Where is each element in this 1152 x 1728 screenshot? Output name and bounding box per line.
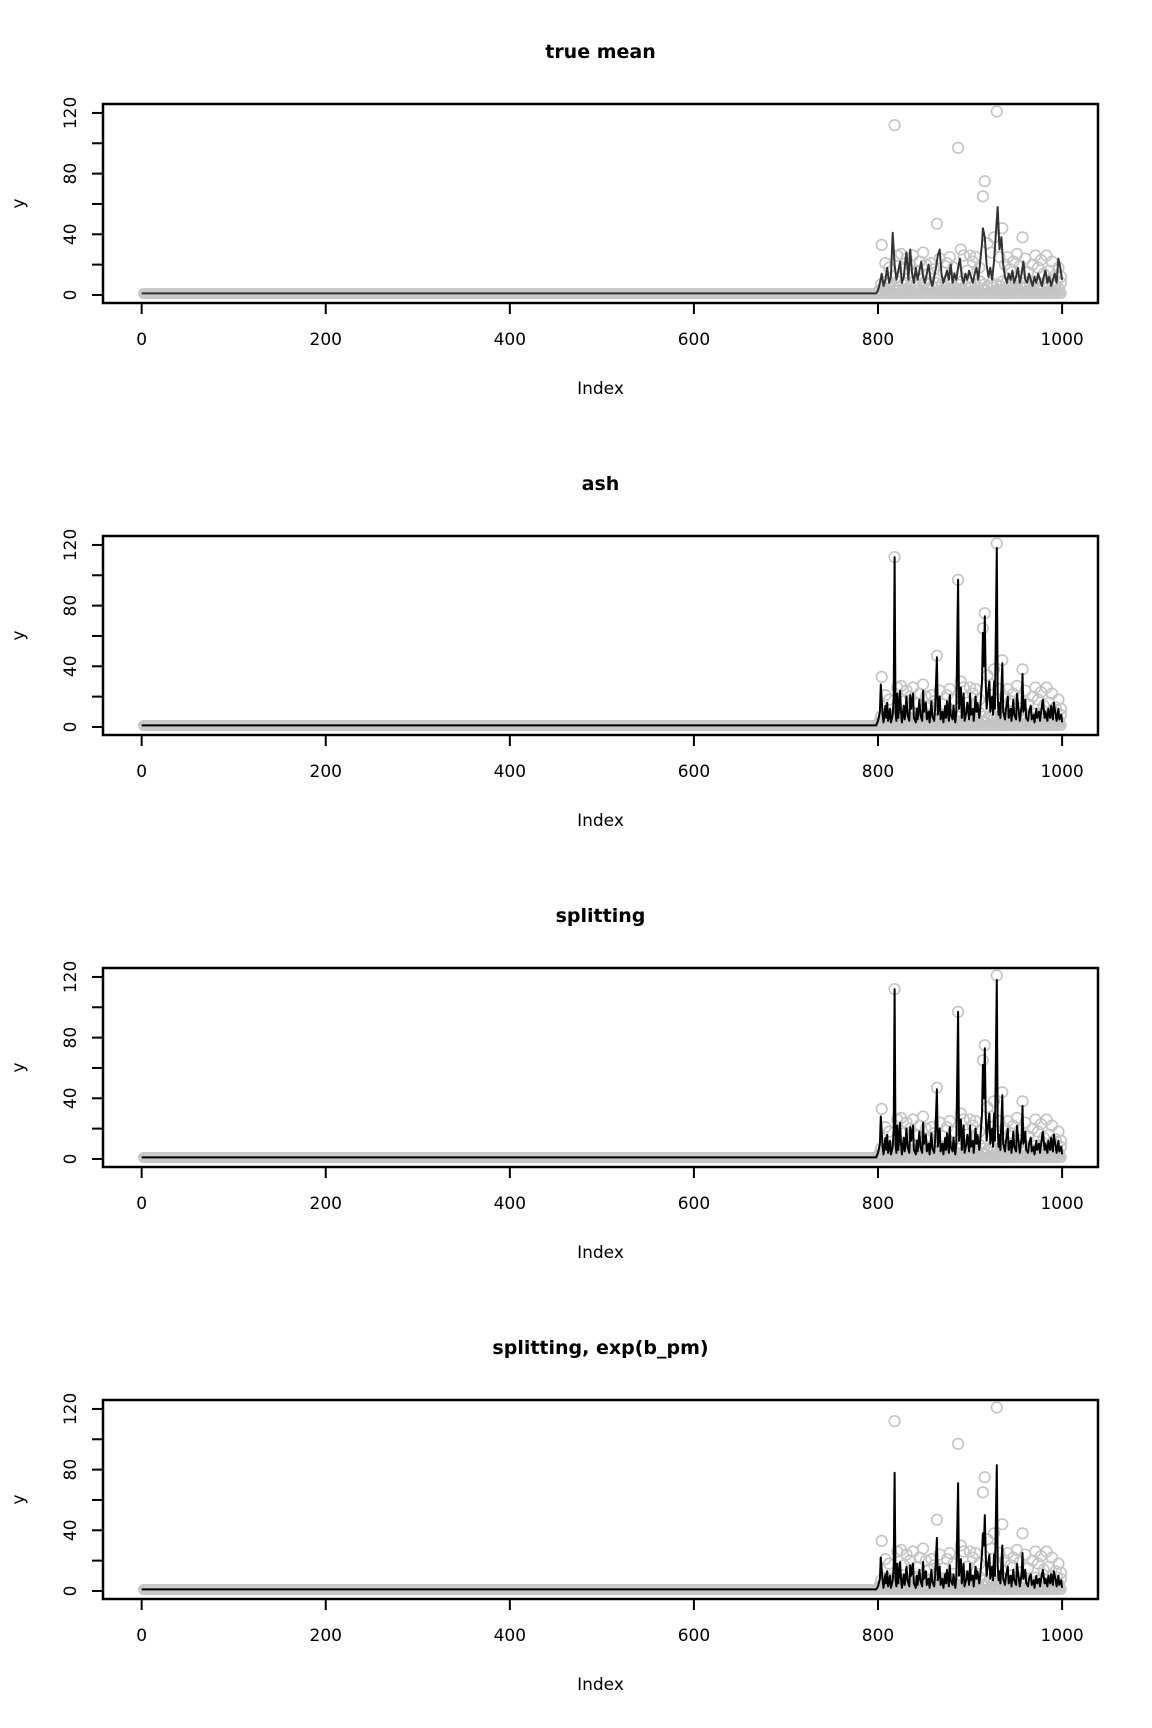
x-tick-label: 400 — [493, 1626, 527, 1646]
y-tick-label: 120 — [61, 960, 81, 994]
y-tick-label: 120 — [61, 96, 81, 130]
x-tick-label: 200 — [309, 1194, 342, 1214]
x-tick-label: 800 — [861, 762, 895, 782]
y-axis-label: y — [9, 1062, 29, 1073]
y-tick-label: 0 — [61, 1153, 81, 1165]
x-tick-label: 800 — [861, 1626, 895, 1646]
y-axis-label: y — [9, 1494, 29, 1505]
x-tick-label: 0 — [136, 762, 148, 782]
y-tick-label: 80 — [61, 594, 81, 617]
x-tick-label: 200 — [309, 1626, 342, 1646]
y-tick-label: 40 — [61, 1087, 81, 1110]
y-tick-label: 0 — [61, 721, 81, 733]
scatter-outlier-point — [997, 1519, 1008, 1530]
x-tick-label: 1000 — [1040, 762, 1084, 782]
panel-true-mean — [0, 0, 1152, 432]
scatter-outlier-point — [991, 106, 1002, 117]
x-tick-label: 800 — [861, 330, 895, 350]
scatter-outlier-point — [889, 1416, 900, 1427]
fit-line — [142, 1465, 1062, 1589]
scatter-outlier-point — [945, 252, 956, 263]
y-axis-label: y — [9, 630, 29, 641]
y-axis-label: y — [9, 198, 29, 209]
fit-line — [142, 980, 1062, 1157]
x-tick-label: 600 — [677, 1626, 711, 1646]
scatter-outlier-point — [1017, 232, 1028, 243]
scatter-outlier-point — [918, 1543, 929, 1554]
scatter-outlier-point — [945, 1116, 956, 1127]
x-axis-label: Index — [577, 811, 624, 831]
x-axis-label: Index — [577, 379, 624, 399]
panel-splitting — [0, 864, 1152, 1296]
scatter-outlier-point — [989, 232, 1000, 243]
y-tick-label: 0 — [61, 1585, 81, 1597]
panel-title: ash — [581, 473, 620, 495]
scatter-outlier-point — [979, 1472, 990, 1483]
x-tick-label: 1000 — [1040, 330, 1084, 350]
scatter-outlier-point — [876, 672, 887, 683]
plot-splitting-exp — [0, 1296, 1152, 1728]
y-tick-label: 40 — [61, 223, 81, 246]
x-tick-label: 800 — [861, 1194, 895, 1214]
x-tick-label: 400 — [493, 1194, 527, 1214]
scatter-outlier-point — [1020, 253, 1031, 264]
scatter-outlier-point — [945, 1548, 956, 1559]
x-tick-label: 200 — [309, 762, 342, 782]
x-tick-label: 1000 — [1040, 1194, 1084, 1214]
x-tick-label: 0 — [136, 1626, 148, 1646]
y-tick-label: 80 — [61, 1026, 81, 1049]
x-tick-label: 400 — [493, 330, 527, 350]
scatter-outlier-point — [978, 1487, 989, 1498]
fit-line — [142, 207, 1062, 293]
x-tick-label: 400 — [493, 762, 527, 782]
fit-line — [142, 548, 1062, 725]
x-tick-label: 600 — [677, 1194, 711, 1214]
panel-ash — [0, 432, 1152, 864]
y-tick-label: 40 — [61, 655, 81, 678]
scatter-outlier-point — [945, 684, 956, 695]
x-tick-label: 1000 — [1040, 1626, 1084, 1646]
y-tick-label: 80 — [61, 162, 81, 185]
x-tick-label: 600 — [677, 762, 711, 782]
x-axis-label: Index — [577, 1675, 624, 1695]
scatter-outlier-point — [918, 679, 929, 690]
y-tick-label: 120 — [61, 1392, 81, 1426]
plot-splitting — [0, 864, 1152, 1296]
x-tick-label: 0 — [136, 1194, 148, 1214]
plot-ash — [0, 432, 1152, 864]
y-tick-label: 80 — [61, 1458, 81, 1481]
scatter-outlier-point — [978, 191, 989, 202]
panel-title: splitting, exp(b_pm) — [492, 1337, 709, 1359]
panel-title: splitting — [555, 905, 646, 927]
scatter-outlier-point — [876, 1104, 887, 1115]
scatter-outlier-point — [876, 240, 887, 251]
scatter-outlier-point — [932, 1514, 943, 1525]
x-tick-label: 200 — [309, 330, 342, 350]
scatter-outlier-point — [932, 218, 943, 229]
x-tick-label: 0 — [136, 330, 148, 350]
scatter-outlier-point — [953, 143, 964, 154]
y-tick-label: 40 — [61, 1519, 81, 1542]
scatter-outlier-point — [991, 1402, 1002, 1413]
scatter-outlier-point — [953, 1439, 964, 1450]
scatter-outlier-point — [1017, 1528, 1028, 1539]
panel-title: true mean — [545, 41, 656, 63]
x-tick-label: 600 — [677, 330, 711, 350]
y-tick-label: 0 — [61, 289, 81, 301]
panel-splitting-exp — [0, 1296, 1152, 1728]
scatter-outlier-point — [918, 247, 929, 258]
scatter-outlier-point — [979, 176, 990, 187]
plot-true-mean — [0, 0, 1152, 432]
scatter-outlier-point — [889, 120, 900, 131]
x-axis-label: Index — [577, 1243, 624, 1263]
scatter-outlier-point — [876, 1536, 887, 1547]
y-tick-label: 120 — [61, 528, 81, 562]
scatter-outlier-point — [918, 1111, 929, 1122]
